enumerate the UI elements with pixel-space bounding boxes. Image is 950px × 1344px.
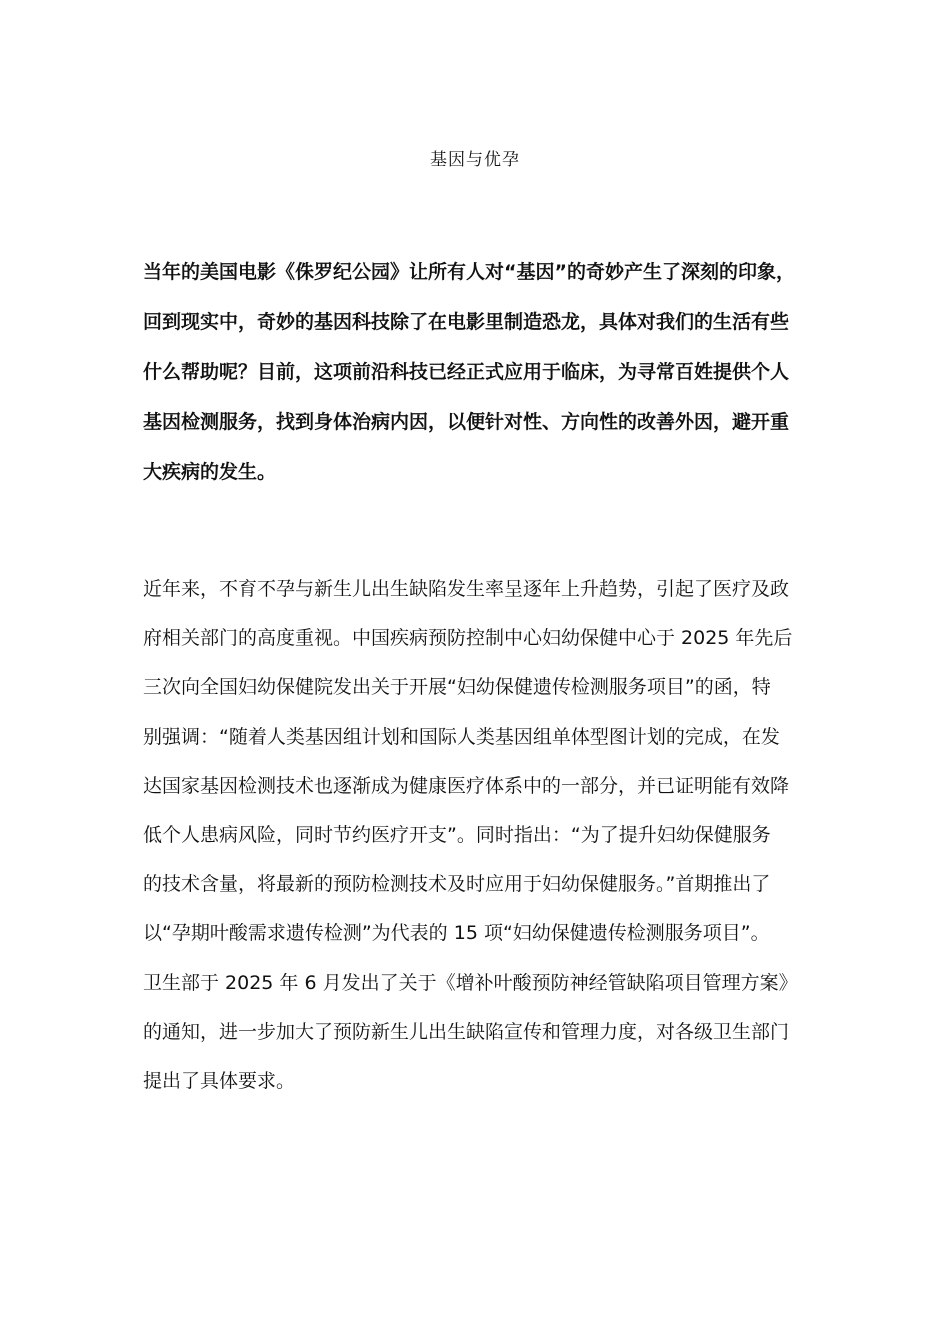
body-line: 卫生部于 2025 年 6 月发出了关于《增补叶酸预防神经管缺陷项目管理方案》 bbox=[143, 971, 798, 994]
intro-line: 基因检测服务，找到身体治病内因，以便针对性、方向性的改善外因，避开重 bbox=[143, 411, 790, 433]
intro-line: 回到现实中，奇妙的基因科技除了在电影里制造恐龙，具体对我们的生活有些 bbox=[143, 311, 790, 333]
body-line: 提出了具体要求。 bbox=[143, 1070, 296, 1093]
body-line: 府相关部门的高度重视。中国疾病预防控制中心妇幼保健中心于 2025 年先后 bbox=[143, 627, 793, 650]
intro-line: 当年的美国电影《侏罗纪公园》让所有人对“基因”的奇妙产生了深刻的印象， bbox=[143, 261, 795, 283]
body-line: 的技术含量，将最新的预防检测技术及时应用于妇幼保健服务。”首期推出了 bbox=[143, 873, 771, 896]
body-line: 别强调：“随着人类基因组计划和国际人类基因组单体型图计划的完成，在发 bbox=[143, 725, 780, 748]
intro-line: 大疾病的发生。 bbox=[143, 461, 277, 483]
intro-paragraph bbox=[143, 247, 803, 497]
body-line: 以“孕期叶酸需求遗传检测”为代表的 15 项“妇幼保健遗传检测服务项目”。 bbox=[143, 922, 770, 945]
body-paragraph bbox=[143, 565, 803, 1106]
body-line: 三次向全国妇幼保健院发出关于开展“妇幼保健遗传检测服务项目”的函，特 bbox=[143, 676, 771, 699]
body-line: 低个人患病风险，同时节约医疗开支”。同时指出：“为了提升妇幼保健服务 bbox=[143, 824, 771, 847]
intro-line: 什么帮助呢？目前，这项前沿科技已经正式应用于临床，为寻常百姓提供个人 bbox=[143, 361, 790, 383]
body-line: 的通知，进一步加大了预防新生儿出生缺陷宣传和管理力度，对各级卫生部门 bbox=[143, 1020, 790, 1043]
document-title: 基因与优孕 bbox=[430, 150, 520, 170]
body-line: 达国家基因检测技术也逐渐成为健康医疗体系中的一部分，并已证明能有效降 bbox=[143, 774, 790, 797]
body-line: 近年来，不育不孕与新生儿出生缺陷发生率呈逐年上升趋势，引起了医疗及政 bbox=[143, 578, 790, 600]
